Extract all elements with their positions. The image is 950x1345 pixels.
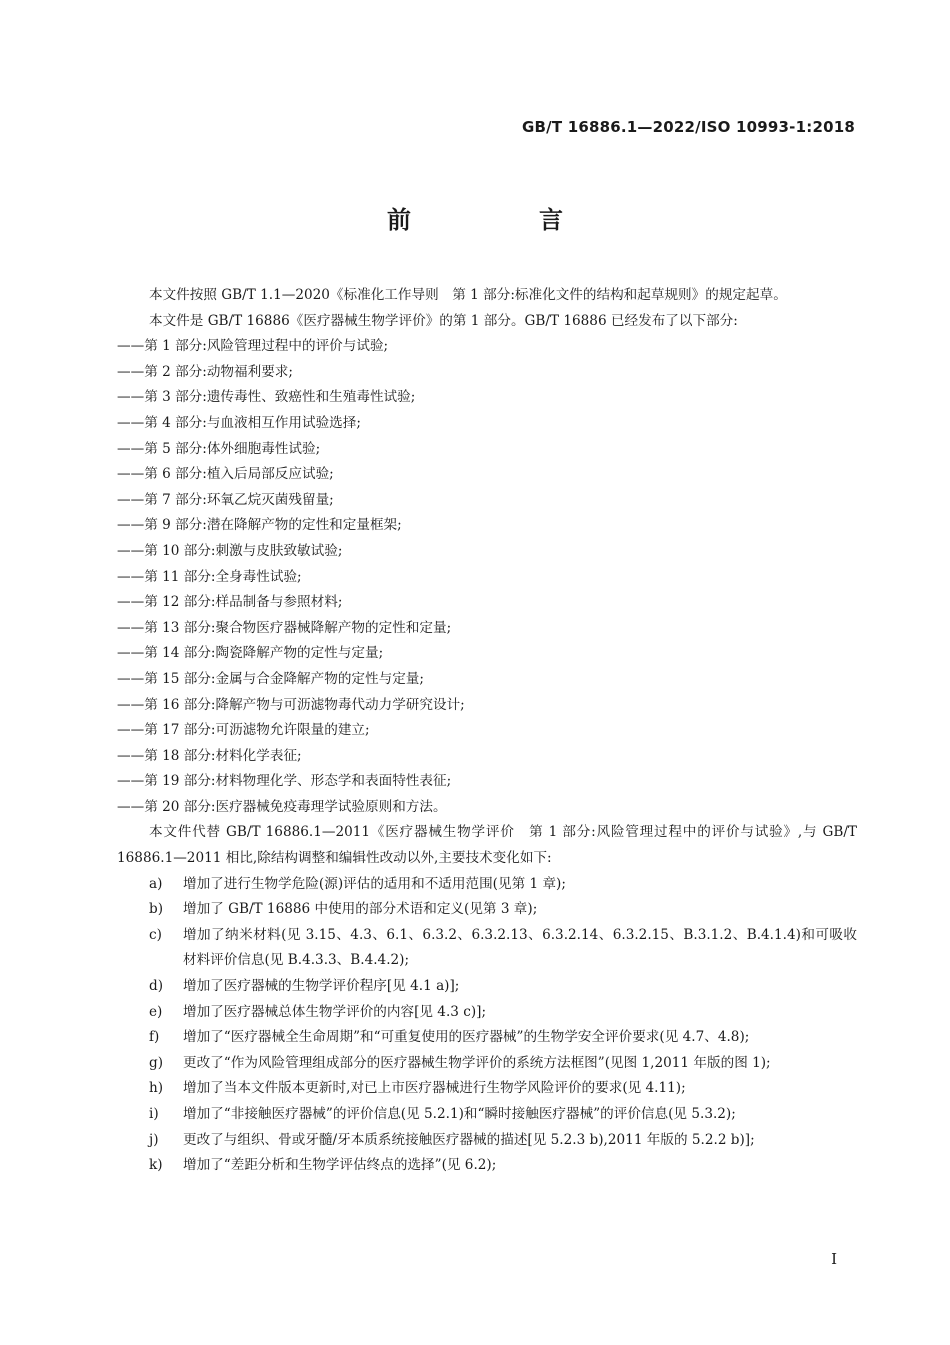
change-text: 更改了“作为风险管理组成部分的医疗器械生物学评价的系统方法框图”(见图 1,2011 年版的图 1);: [183, 1054, 771, 1071]
change-text: 增加了“差距分析和生物学评估终点的选择”(见 6.2);: [183, 1157, 497, 1174]
standard-number-header: GB/T 16886.1—2022/ISO 10993-1:2018: [522, 118, 855, 136]
change-marker: c): [149, 926, 162, 943]
change-marker: i): [149, 1106, 159, 1122]
list-item: ——第 16 部分:降解产物与可沥滤物毒代动力学研究设计;: [117, 696, 465, 713]
change-item: [117, 1076, 857, 1102]
change-marker: g): [149, 1054, 164, 1071]
list-item: ——第 17 部分:可沥滤物允许限量的建立;: [117, 722, 370, 739]
list-item: ——第 14 部分:陶瓷降解产物的定性与定量;: [117, 645, 384, 662]
change-text: 增加了 GB/T 16886 中使用的部分术语和定义(见第 3 章);: [183, 901, 538, 918]
list-item: ——第 20 部分:医疗器械免疫毒理学试验原则和方法。: [117, 798, 447, 815]
change-marker: b): [149, 901, 164, 918]
change-marker: h): [149, 1080, 164, 1097]
list-item: ——第 10 部分:刺激与皮肤致敏试验;: [117, 542, 343, 559]
change-item: [117, 1051, 857, 1077]
document-body: [117, 283, 857, 1179]
change-item: [117, 897, 857, 923]
list-item: ——第 19 部分:材料物理化学、形态学和表面特性表征;: [117, 773, 452, 790]
list-item: ——第 7 部分:环氧乙烷灭菌残留量;: [117, 491, 334, 508]
change-text: 增加了“医疗器械全生命周期”和“可重复使用的医疗器械”的生物学安全评价要求(见 4.7、4.8);: [183, 1029, 750, 1046]
list-item: ——第 1 部分:风险管理过程中的评价与试验;: [117, 338, 389, 355]
change-marker: k): [149, 1157, 163, 1174]
change-item: [117, 1153, 857, 1179]
change-item: [117, 1000, 857, 1026]
change-item: [117, 1025, 857, 1051]
change-marker: j): [149, 1131, 159, 1148]
list-item: ——第 9 部分:潜在降解产物的定性和定量框架;: [117, 517, 402, 534]
parts-list: [117, 334, 857, 820]
list-item: ——第 13 部分:聚合物医疗器械降解产物的定性和定量;: [117, 619, 452, 636]
change-marker: f): [149, 1029, 160, 1046]
list-item: ——第 6 部分:植入后局部反应试验;: [117, 466, 334, 483]
change-item: [117, 872, 857, 898]
list-item: ——第 15 部分:金属与合金降解产物的定性与定量;: [117, 670, 424, 687]
list-item: ——第 2 部分:动物福利要求;: [117, 363, 293, 380]
list-item: ——第 3 部分:遗传毒性、致癌性和生殖毒性试验;: [117, 389, 416, 406]
page-number: I: [831, 1250, 837, 1268]
change-item: [117, 1102, 857, 1128]
change-marker: d): [149, 978, 164, 995]
list-item: ——第 11 部分:全身毒性试验;: [117, 568, 302, 585]
replacement-paragraph: 本文件代替 GB/T 16886.1—2011《医疗器械生物学评价 第 1 部分:风险管理过程中的评价与试验》,与 GB/T 16886.1—2011 相比,除结构调整和编辑性改动以外,主要技术变化如下:: [117, 824, 857, 867]
list-item: ——第 18 部分:材料化学表征;: [117, 747, 302, 764]
change-marker: e): [149, 1003, 163, 1020]
change-item: [117, 974, 857, 1000]
changes-list: [117, 872, 857, 1179]
change-text: 增加了“非接触医疗器械”的评价信息(见 5.2.1)和“瞬时接触医疗器械”的评价信息(见 5.3.2);: [183, 1106, 736, 1122]
change-text: 增加了医疗器械的生物学评价程序[见 4.1 a)];: [183, 978, 460, 995]
change-text: 增加了进行生物学危险(源)评估的适用和不适用范围(见第 1 章);: [183, 875, 566, 892]
change-text: 增加了医疗器械总体生物学评价的内容[见 4.3 c)];: [183, 1003, 487, 1020]
change-text: 更改了与组织、骨或牙髓/牙本质系统接触医疗器械的描述[见 5.2.3 b),2011 年版的 5.2.2 b)];: [183, 1131, 755, 1148]
change-item: [117, 923, 857, 974]
intro-paragraph: 本文件是 GB/T 16886《医疗器械生物学评价》的第 1 部分。GB/T 16886 已经发布了以下部分:: [149, 312, 738, 329]
change-text: 增加了纳米材料(见 3.15、4.3、6.1、6.3.2、6.3.2.13、6.3.2.14、6.3.2.15、B.3.1.2、B.4.1.4)和可吸收材料评价信息(见 B.4.3.3、B.4.4.2);: [183, 926, 857, 969]
intro-paragraph: 本文件按照 GB/T 1.1—2020《标准化工作导则 第 1 部分:标准化文件的结构和起草规则》的规定起草。: [149, 287, 787, 303]
page-title: 前 言: [387, 206, 615, 234]
list-item: ——第 5 部分:体外细胞毒性试验;: [117, 440, 321, 457]
list-item: ——第 4 部分:与血液相互作用试验选择;: [117, 414, 361, 431]
change-marker: a): [149, 875, 163, 892]
change-item: [117, 1128, 857, 1154]
change-text: 增加了当本文件版本更新时,对已上市医疗器械进行生物学风险评价的要求(见 4.11);: [183, 1080, 686, 1097]
list-item: ——第 12 部分:样品制备与参照材料;: [117, 594, 343, 611]
